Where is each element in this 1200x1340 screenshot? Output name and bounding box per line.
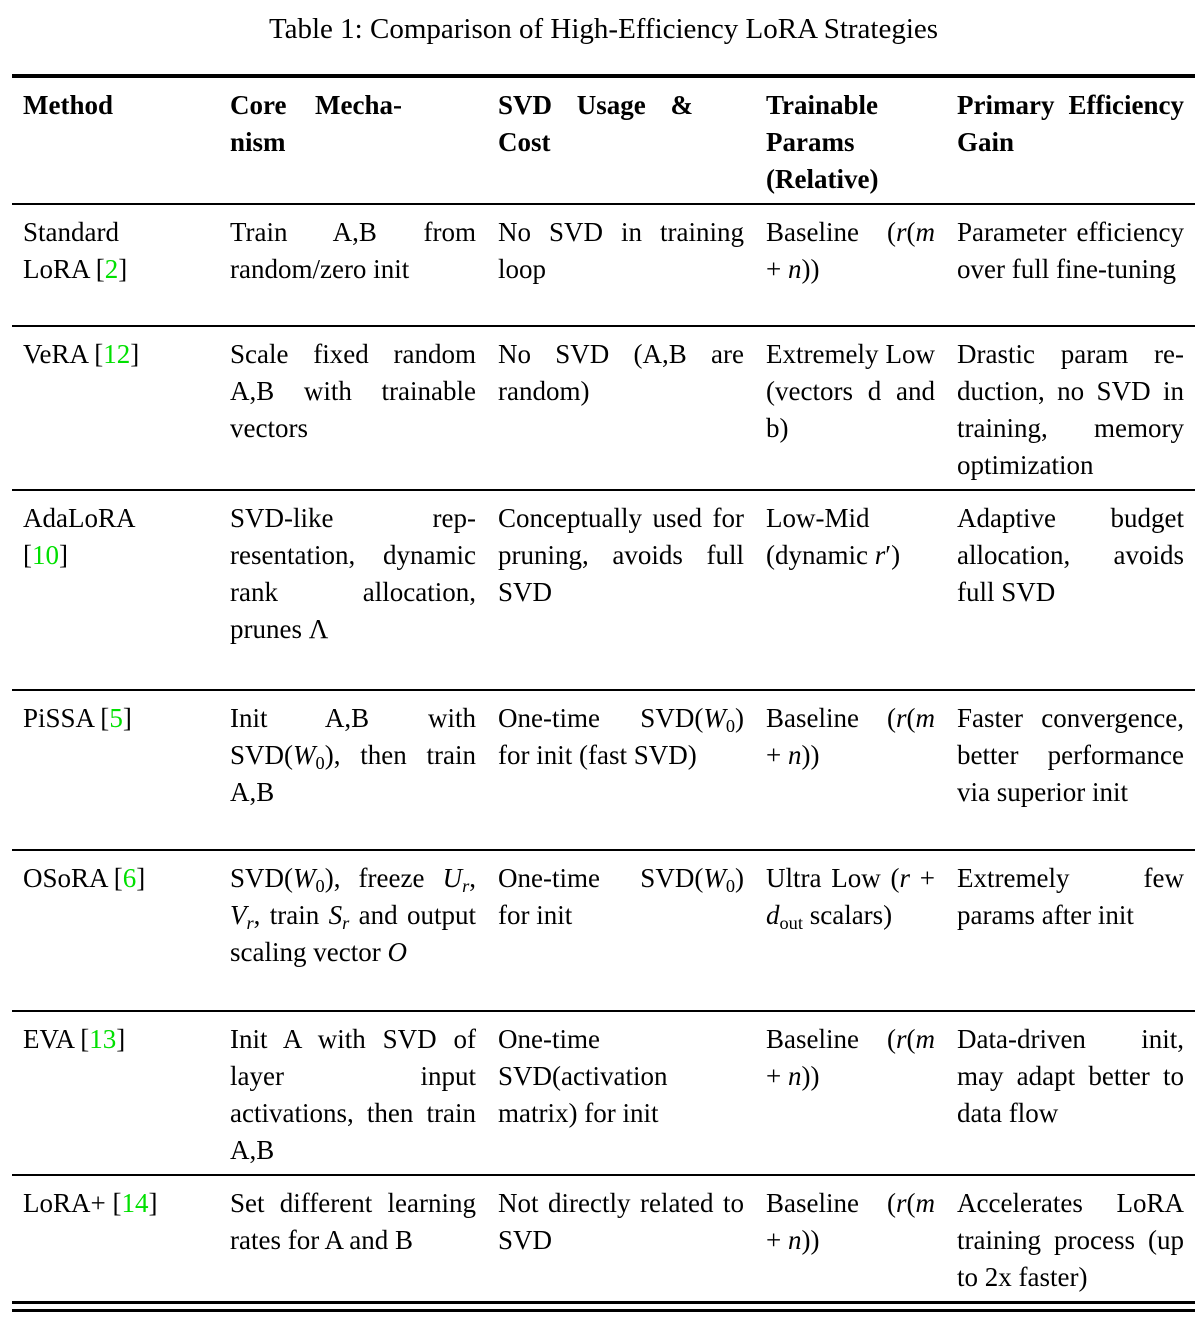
trainable-params-cell: Low-Mid (dynamic r′) — [766, 503, 901, 570]
table-wrapper — [12, 74, 1195, 1312]
comparison-table — [12, 74, 1195, 1301]
method-cell: PiSSA [5] — [23, 703, 132, 733]
table-caption: Table 1: Comparison of High-Efficiency LoRA Strategies — [268, 13, 939, 45]
table-row — [12, 1175, 1195, 1301]
method-cell: AdaLoRA [10] — [23, 503, 136, 570]
column-header — [946, 76, 1195, 204]
efficiency-gain-cell: Adaptive budget allocation, avoids full SVD — [957, 503, 1184, 607]
svd-usage-cell: One-time $SVD(W_0)$ for init — [498, 863, 744, 930]
efficiency-gain-cell: Parameter efficiency over full fine-tuning — [957, 217, 1184, 284]
column-header-label: Primary Efficiency Gain — [957, 90, 1184, 157]
core-mechanism-cell: Init A with SVD of layer input activations, then train A,B — [230, 1024, 476, 1165]
table-body — [12, 204, 1195, 1301]
method-cell: EVA [13] — [23, 1024, 126, 1054]
table-row — [12, 850, 1195, 1011]
trainable-params-cell: Baseline (r(m + n)) — [766, 1188, 935, 1255]
column-header — [219, 76, 487, 204]
svd-usage-cell: No SVD (A,B are random) — [498, 339, 744, 406]
table-row — [12, 490, 1195, 690]
efficiency-gain-cell: Faster convergence, better performance via superior init — [957, 703, 1184, 807]
citation-link[interactable]: 14 — [121, 1188, 149, 1218]
core-mechanism-cell: Init A,B with $SVD(W_0)$, then train A,B — [230, 703, 476, 807]
svd-usage-cell: Not directly related to SVD — [498, 1188, 744, 1255]
column-header — [755, 76, 946, 204]
table-head — [12, 76, 1195, 204]
citation-link[interactable]: 10 — [32, 540, 59, 570]
table-row — [12, 690, 1195, 850]
core-mechanism-cell: Train A,B from random/zero init — [230, 217, 476, 284]
core-mechanism-cell: $SVD(W_0)$, freeze $U_r$, $V_r$, train $S_r$ and output scaling vector O — [230, 863, 476, 967]
method-cell: VeRA [12] — [23, 339, 140, 369]
citation-link[interactable]: 5 — [109, 703, 123, 733]
column-header-label: Method — [23, 90, 113, 120]
column-header — [487, 76, 755, 204]
citation-link[interactable]: 2 — [104, 254, 119, 284]
table-row — [12, 326, 1195, 490]
table-row — [12, 204, 1195, 326]
table-row — [12, 1011, 1195, 1175]
bottom-rule-bottom — [12, 1309, 1195, 1312]
header-row — [12, 76, 1195, 204]
svd-usage-cell: Conceptually used for pruning, avoids full SVD — [498, 503, 744, 607]
column-header-label: SVD Usage & Cost — [498, 90, 693, 157]
method-cell: LoRA+ [14] — [23, 1188, 158, 1218]
efficiency-gain-cell: Accelerates LoRA training process (up to 2x faster) — [957, 1188, 1184, 1292]
efficiency-gain-cell: Data-driven init, may adapt better to data flow — [957, 1024, 1184, 1128]
trainable-params-cell: Ultra Low ($r + d_{out}$ scalars) — [766, 863, 935, 933]
svd-usage-cell: One-time SVD(activation matrix) for init — [498, 1024, 668, 1128]
citation-link[interactable]: 6 — [122, 863, 137, 893]
method-cell: OSoRA [6] — [23, 863, 146, 893]
column-header-label: Core Mechanism — [230, 90, 402, 157]
efficiency-gain-cell: Drastic param reduction, no SVD in training, memory optimization — [957, 339, 1184, 480]
svd-usage-cell: No SVD in training loop — [498, 217, 744, 284]
core-mechanism-cell: Scale fixed random A,B with trainable vectors — [230, 339, 476, 443]
citation-link[interactable]: 13 — [89, 1024, 117, 1054]
trainable-params-cell: Extremely Low (vectors d and b) — [766, 339, 935, 443]
column-header-label: Trainable Params (Relative) — [766, 90, 879, 194]
trainable-params-cell: Baseline (r(m + n)) — [766, 1024, 935, 1091]
trainable-params-cell: Baseline (r(m + n)) — [766, 703, 935, 770]
core-mechanism-cell: SVD-like representation, dynamic rank allocation, prunes Λ — [230, 503, 476, 644]
method-cell: Standard LoRA [2] — [23, 217, 128, 284]
trainable-params-cell: Baseline (r(m + n)) — [766, 217, 935, 284]
column-header — [12, 76, 219, 204]
svd-usage-cell: One-time $SVD(W_0)$ for init (fast SVD) — [498, 703, 744, 770]
efficiency-gain-cell: Extremely few params after init — [957, 863, 1184, 930]
core-mechanism-cell: Set different learning rates for A and B — [230, 1188, 476, 1255]
citation-link[interactable]: 12 — [103, 339, 131, 369]
